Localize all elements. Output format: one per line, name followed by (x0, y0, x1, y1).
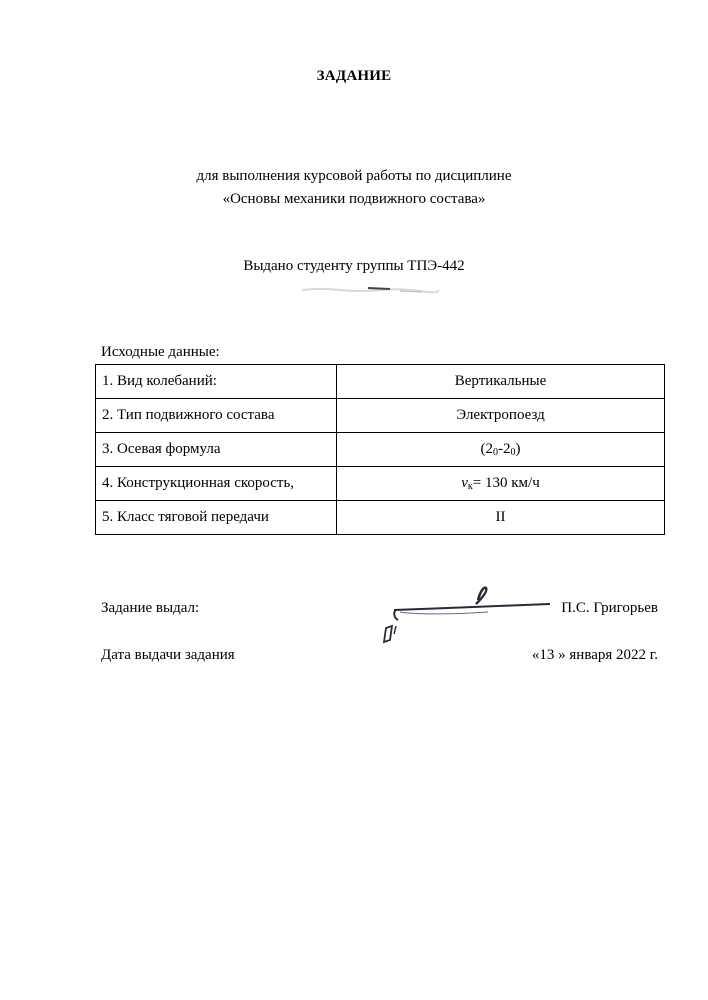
table-cell-label: 2. Тип подвижного состава (96, 399, 337, 433)
signature-image (378, 582, 568, 650)
axle-formula-part: ) (515, 440, 521, 457)
table-cell-value (337, 433, 665, 467)
source-data-label: Исходные данные: (101, 344, 220, 360)
table-row (96, 467, 665, 501)
issuer-name: П.С. Григорьев (561, 600, 658, 616)
table-row (96, 365, 665, 399)
table-cell-label: 5. Класс тяговой передачи (96, 501, 337, 535)
table-row (96, 399, 665, 433)
speed-variable-sub: к (467, 480, 473, 492)
table-cell-label: 1. Вид колебаний: (96, 365, 337, 399)
axle-formula-sub: 0 (493, 446, 498, 458)
issue-date-value: «13 » января 2022 г. (531, 647, 658, 663)
table-cell-label: 4. Конструкционная скорость, (96, 467, 337, 501)
axle-formula-sub: 0 (510, 446, 516, 458)
axle-formula-part: -2 (498, 440, 511, 457)
subtitle-line-1: для выполнения курсовой работы по дисциплине (196, 168, 512, 184)
issuer-label: Задание выдал: (101, 600, 200, 616)
axle-formula-part: (2 (480, 440, 493, 457)
table-row (96, 501, 665, 535)
speed-variable: v (461, 474, 468, 491)
table-cell-value: Вертикальные (337, 365, 665, 399)
document-title: ЗАДАНИЕ (316, 68, 392, 84)
subtitle-line-2: «Основы механики подвижного состава» (222, 191, 486, 207)
table-cell-value (337, 467, 665, 501)
table-cell-label: 3. Осевая формула (96, 433, 337, 467)
speed-value: = 130 км/ч (472, 474, 540, 491)
issued-to-line: Выдано студенту группы ТПЭ-442 (243, 258, 465, 274)
table-cell-value: Электропоезд (337, 399, 665, 433)
redacted-name-smudge (300, 285, 440, 295)
table-row (96, 433, 665, 467)
issue-date-label: Дата выдачи задания (101, 647, 235, 663)
table-cell-value: II (337, 501, 665, 535)
source-data-table (95, 364, 665, 535)
